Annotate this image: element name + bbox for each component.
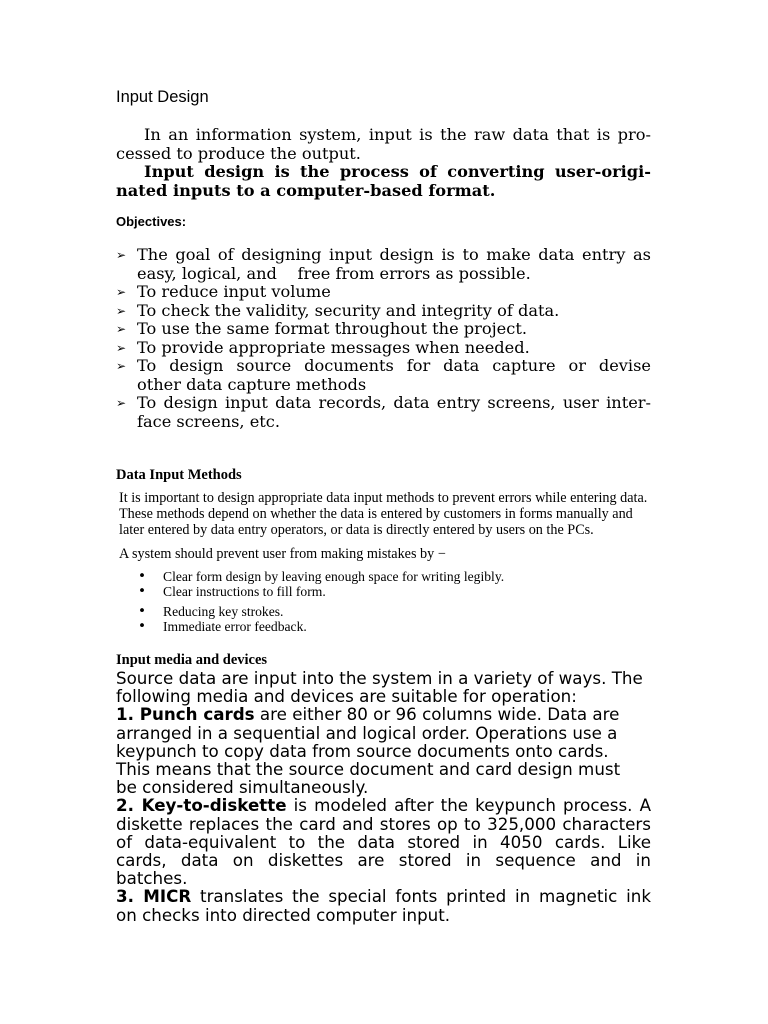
list-item: [116, 394, 651, 431]
arrow-bullet-icon: ➢: [116, 303, 127, 318]
intro-line-2: cessed to produce the output.: [116, 143, 361, 163]
list-item-line: To provide appropriate messages when needed.: [137, 337, 530, 357]
paragraph-line: later entered by data entry operators, or data is directly entered by users on the PCs.: [119, 522, 594, 538]
arrow-bullet-icon: ➢: [116, 396, 127, 410]
paragraph-line: following media and devices are suitable for operation:: [116, 686, 577, 707]
intro-paragraph: [116, 126, 651, 200]
intro-line-1: In an information system, input is the raw data that is pro-: [144, 125, 651, 144]
list-item-line: To design input data records, data entry screens, user inter-: [137, 393, 651, 412]
data-input-methods-heading: Data Input Methods: [116, 467, 242, 483]
key-to-diskette-paragraph: [116, 796, 651, 887]
intro-bold-line-2: nated inputs to a computer-based format.: [116, 180, 496, 200]
objectives-heading: Objectives:: [116, 214, 187, 229]
arrow-bullet-icon: ➢: [116, 359, 127, 373]
list-item: [116, 320, 651, 339]
list-item-text: Clear instructions to fill form.: [163, 584, 326, 599]
list-item-line: To reduce input volume: [137, 282, 331, 301]
micr-paragraph: [116, 887, 651, 923]
paragraph-line: diskette replaces the card and stores op to 325,000 characters: [116, 813, 651, 834]
bullet-dot-icon: •: [138, 568, 147, 584]
data-input-methods-paragraph: [116, 490, 651, 538]
list-item-line: easy, logical, and free from errors as possible.: [137, 263, 531, 283]
list-item: [116, 339, 651, 358]
paragraph-line: Source data are input into the system in a variety of ways. The: [116, 668, 643, 688]
document-page: [116, 86, 651, 924]
bullet-dot-icon: •: [138, 583, 147, 599]
bullet-dot-icon: •: [138, 603, 147, 619]
paragraph-line: be considered simultaneously.: [116, 777, 369, 798]
list-item: [116, 584, 651, 599]
arrow-bullet-icon: ➢: [116, 340, 127, 355]
paragraph-line: batches.: [116, 868, 188, 889]
paragraph-line: This means that the source document and card design must: [116, 759, 621, 780]
paragraph-line: is modeled after the keypunch process. A: [286, 795, 651, 816]
list-item: [116, 302, 651, 321]
list-item: [116, 619, 651, 634]
punch-cards-label: 1. Punch cards: [116, 704, 255, 725]
list-item-line: To use the same format throughout the project.: [137, 319, 527, 338]
paragraph-line: on checks into directed computer input.: [116, 904, 451, 925]
input-media-body: [116, 669, 651, 924]
arrow-bullet-icon: ➢: [116, 322, 127, 336]
list-item-line: face screens, etc.: [137, 411, 281, 431]
list-item: [116, 604, 651, 619]
list-item: [116, 283, 651, 302]
list-item: [116, 357, 651, 394]
list-item-text: Immediate error feedback.: [163, 619, 307, 634]
bullet-dot-icon: •: [138, 618, 147, 634]
input-media-heading: Input media and devices: [116, 652, 268, 668]
paragraph-line: of data-equivalent to the data stored in 4050 cards. Like: [116, 831, 651, 852]
page-title: Input Design: [116, 88, 209, 106]
list-item-line: To check the validity, security and integrity of data.: [137, 300, 560, 320]
prevent-mistakes-paragraph: A system should prevent user from making mistakes by −: [119, 546, 446, 562]
paragraph-line: These methods depend on whether the data is entered by customers in forms manually and: [119, 506, 633, 522]
list-item-line: The goal of designing input design is to make data entry as: [137, 245, 651, 264]
mistake-prevention-list: [116, 569, 651, 634]
list-item-line: other data capture methods: [137, 374, 367, 394]
list-item-text: Clear form design by leaving enough space for writing legibly.: [163, 569, 505, 584]
paragraph-line: It is important to design appropriate data input methods to prevent errors while entering data.: [119, 490, 648, 506]
key-to-diskette-label: 2. Key-to-diskette: [116, 795, 287, 816]
list-item-line: To design source documents for data capture or devise: [137, 356, 651, 375]
list-item: [116, 246, 651, 283]
paragraph-line: arranged in a sequential and logical order. Operations use a: [116, 722, 618, 743]
punch-cards-paragraph: [116, 705, 651, 796]
arrow-bullet-icon: ➢: [116, 285, 127, 299]
micr-label: 3. MICR: [116, 886, 192, 907]
list-item: [116, 569, 651, 584]
arrow-bullet-icon: ➢: [116, 248, 127, 262]
paragraph-line: keypunch to copy data from source documents onto cards.: [116, 740, 609, 761]
paragraph-line: cards, data on diskettes are stored in sequence and in: [116, 850, 651, 871]
paragraph-line: are either 80 or 96 columns wide. Data are: [254, 704, 620, 725]
list-item-text: Reducing key strokes.: [163, 604, 284, 619]
objectives-list: [116, 246, 651, 431]
paragraph-line: translates the special fonts printed in magnetic ink: [191, 886, 651, 907]
intro-bold-line-1: Input design is the process of converting user-origi-: [144, 162, 651, 181]
